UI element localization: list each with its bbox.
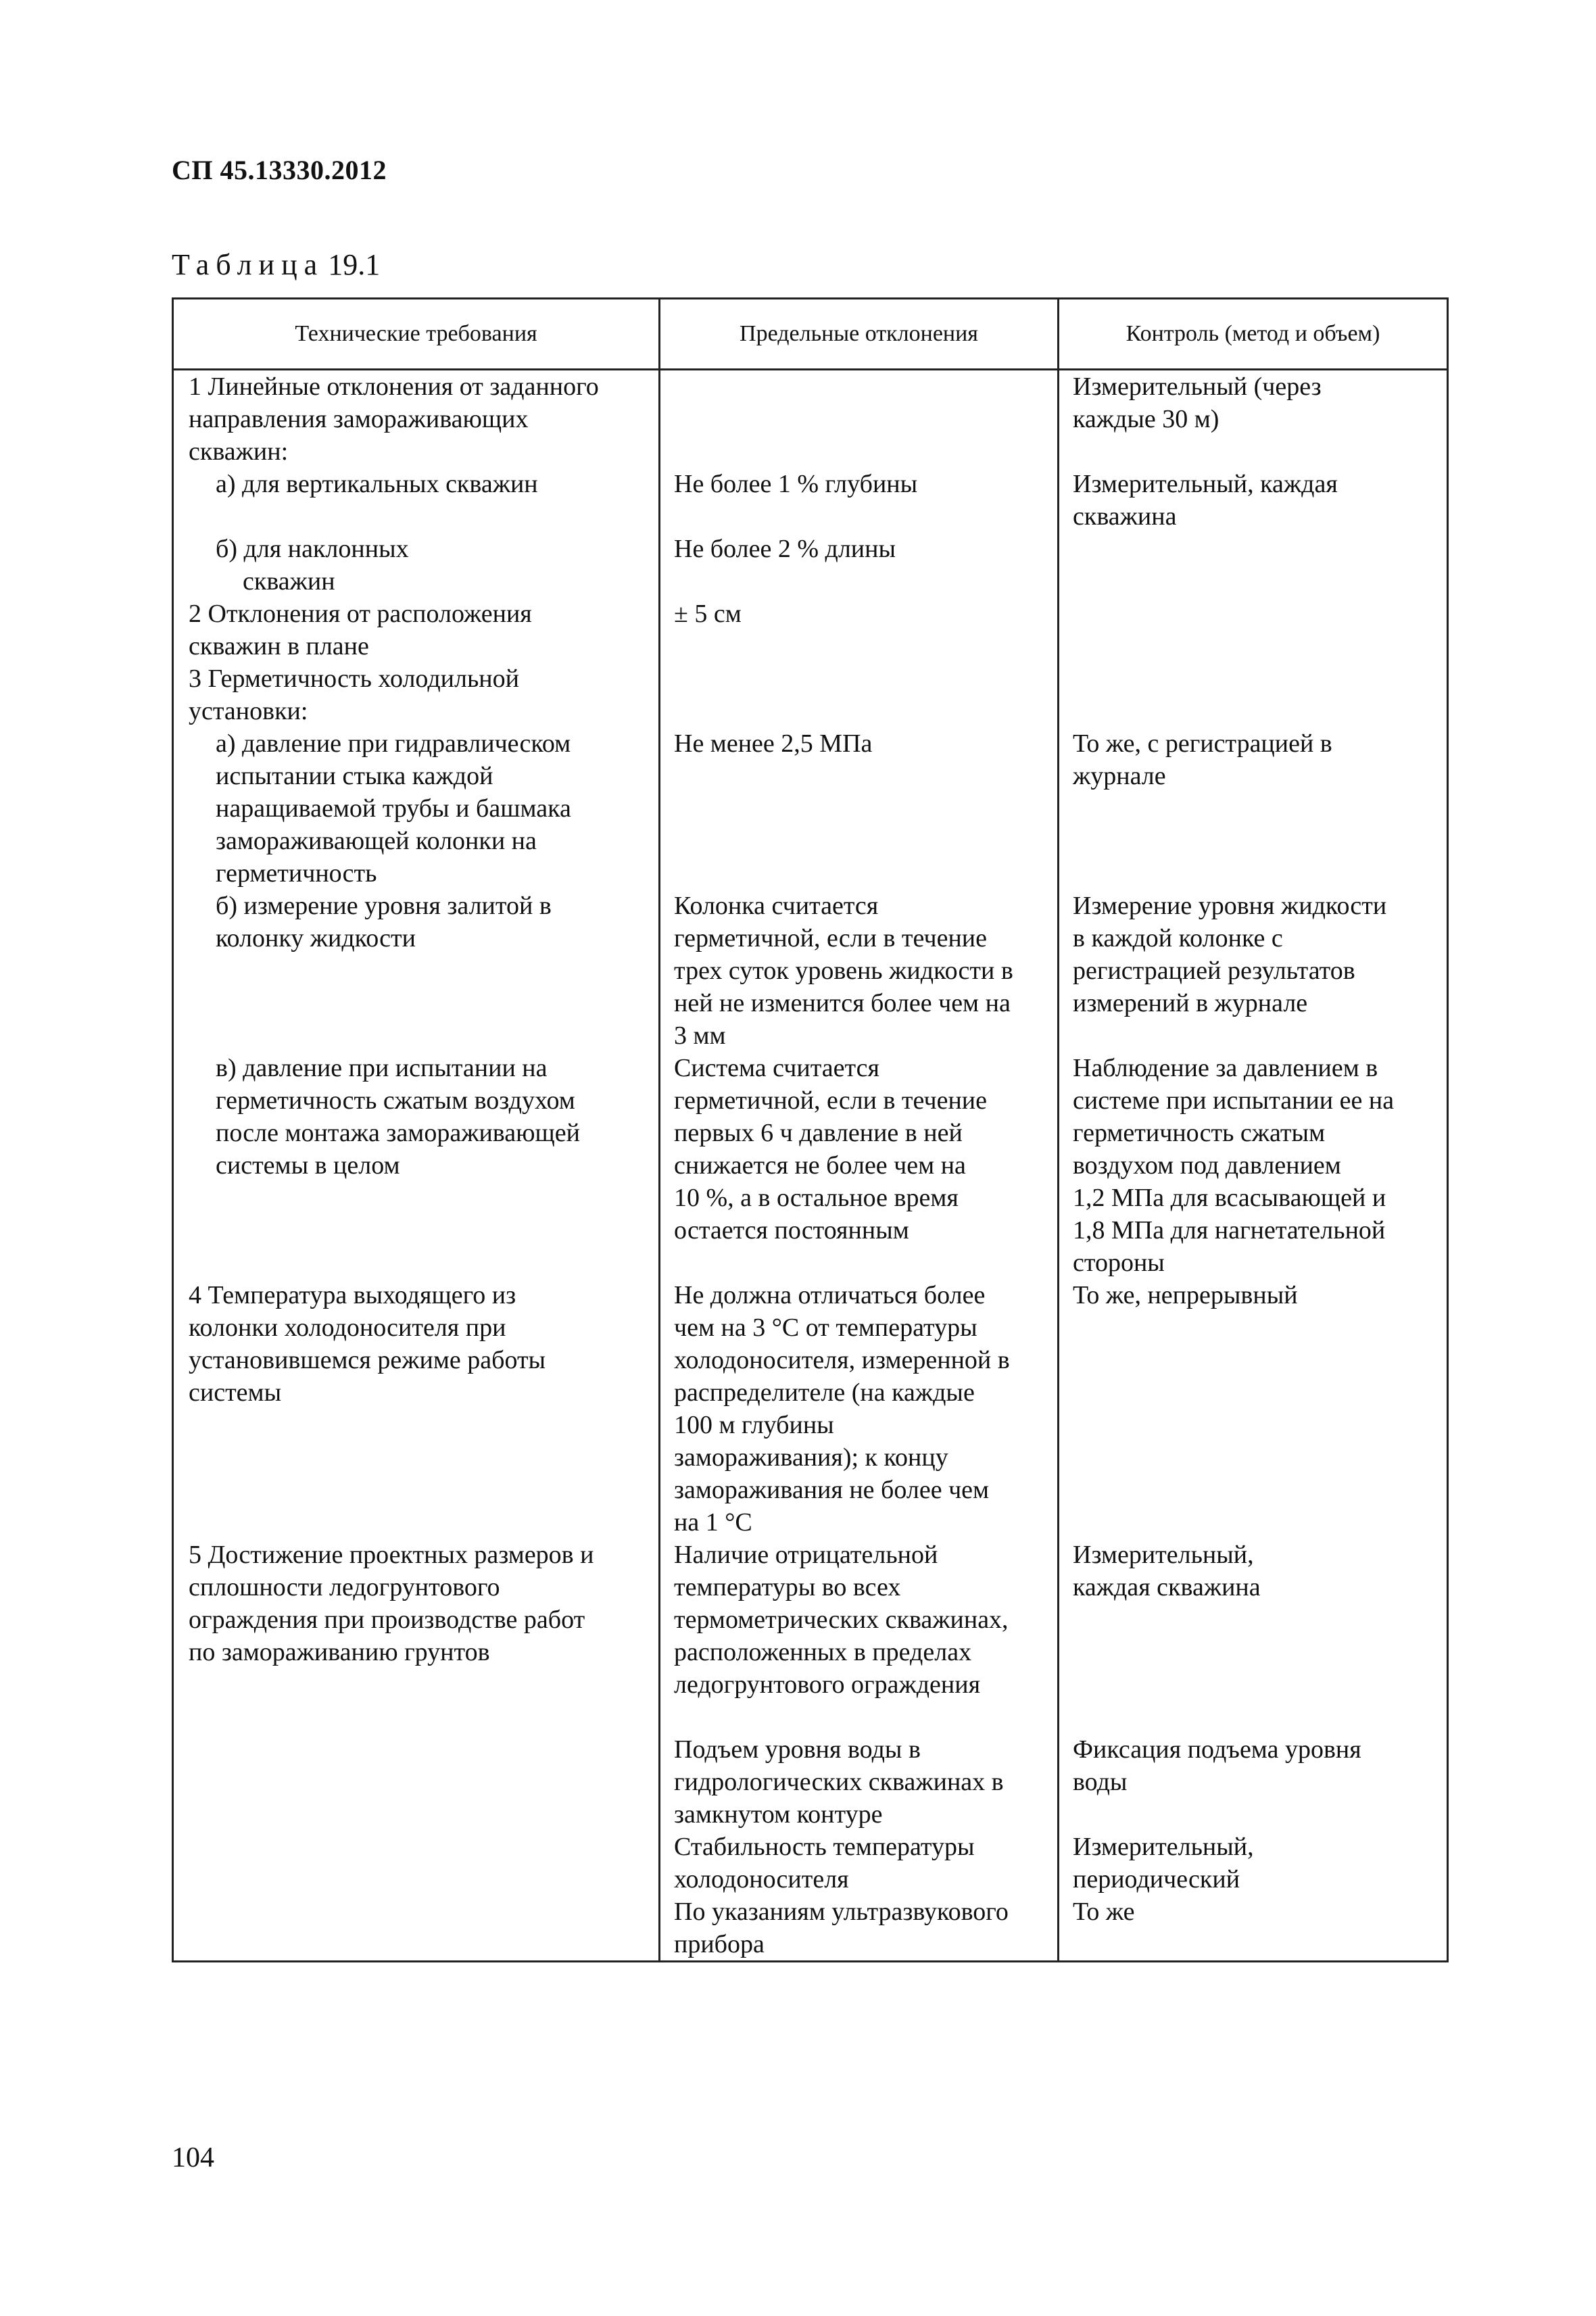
table-title-word: Таблица: [172, 248, 324, 281]
control-cell: [1059, 890, 1448, 1052]
cell-line: Измерение уровня жидкости: [1073, 892, 1387, 920]
requirement-cell: [173, 1052, 660, 1279]
control-cell: [1059, 370, 1448, 468]
cell-line: трех суток уровень жидкости в: [674, 957, 1013, 985]
cell-line: 3 мм: [674, 1021, 726, 1050]
table-header-row: [173, 299, 1448, 370]
deviation-cell: [660, 598, 1059, 662]
deviation-cell: [660, 1052, 1059, 1279]
cell-line: а) для вертикальных скважин: [216, 470, 538, 498]
requirement-cell: [173, 1279, 660, 1539]
requirement-cell: [173, 662, 660, 727]
requirement-cell: [173, 1539, 660, 1733]
cell-line: испытании стыка каждой: [216, 762, 493, 790]
cell-line: Не более 2 % длины: [674, 535, 896, 563]
cell-line: по замораживанию грунтов: [189, 1638, 490, 1666]
requirement-cell: [173, 533, 660, 598]
cell-line: регистрацией результатов: [1073, 957, 1355, 985]
cell-line: 1,8 МПа для нагнетательной: [1073, 1216, 1386, 1245]
deviation-cell: [660, 1831, 1059, 1896]
cell-line: после монтажа замораживающей: [216, 1119, 580, 1147]
cell-line: ± 5 см: [674, 600, 742, 628]
cell-line: сплошности ледогрунтового: [189, 1573, 500, 1601]
requirement-cell: [173, 727, 660, 890]
page-number: 104: [172, 2142, 214, 2173]
requirement-cell: [173, 468, 660, 533]
cell-line: Измерительный (через: [1073, 372, 1322, 401]
cell-line: замораживающей колонки на: [216, 827, 537, 855]
cell-line: герметичность: [216, 859, 377, 888]
control-cell: [1059, 1831, 1448, 1896]
deviation-cell: [660, 370, 1059, 468]
control-cell: [1059, 1539, 1448, 1733]
cell-line: Подъем уровня воды в: [674, 1735, 921, 1764]
cell-line: установки:: [189, 697, 308, 725]
cell-line: системы в целом: [216, 1151, 400, 1180]
cell-line: Измерительный, каждая: [1073, 470, 1338, 498]
requirement-cell: [173, 370, 660, 468]
table-row: [173, 533, 1448, 598]
cell-line: установившемся режиме работы: [189, 1346, 546, 1374]
deviation-cell: [660, 1279, 1059, 1539]
cell-line: на 1 °С: [674, 1508, 752, 1537]
cell-line: герметичной, если в течение: [674, 1086, 987, 1115]
cell-line: холодоносителя, измеренной в: [674, 1346, 1010, 1374]
cell-line: стороны: [1073, 1249, 1165, 1277]
cell-line: герметичность сжатым: [1073, 1119, 1326, 1147]
cell-line: холодоносителя: [674, 1865, 849, 1893]
cell-line: замораживания); к концу: [674, 1443, 948, 1472]
requirement-cell: [173, 598, 660, 662]
cell-line: ней не изменится более чем на: [674, 989, 1011, 1017]
requirements-table: [172, 297, 1449, 1962]
cell-line: То же: [1073, 1898, 1135, 1926]
deviation-cell: [660, 468, 1059, 533]
cell-line: Колонка считается: [674, 892, 879, 920]
header-control-method: Контроль (метод и объем): [1059, 299, 1448, 370]
table-row: [173, 598, 1448, 662]
cell-line: Не менее 2,5 МПа: [674, 729, 873, 758]
cell-line: скважина: [1073, 502, 1177, 531]
cell-line: Не должна отличаться более: [674, 1281, 986, 1309]
table-row: [173, 662, 1448, 727]
cell-line: периодический: [1073, 1865, 1240, 1893]
cell-line: герметичной, если в течение: [674, 924, 987, 952]
cell-line: распределителе (на каждые: [674, 1378, 975, 1407]
cell-line: б) для наклонных: [216, 535, 409, 563]
table-row: [173, 1733, 1448, 1831]
deviation-cell: [660, 1896, 1059, 1962]
cell-line: 2 Отклонения от расположения: [189, 600, 532, 628]
cell-line: первых 6 ч давление в ней: [674, 1119, 963, 1147]
requirement-cell: [173, 1831, 660, 1896]
cell-line: герметичность сжатым воздухом: [216, 1086, 575, 1115]
cell-line: ледогрунтового ограждения: [674, 1670, 981, 1699]
cell-line: воды: [1073, 1768, 1128, 1796]
table-row: [173, 370, 1448, 468]
deviation-cell: [660, 727, 1059, 890]
cell-line: 4 Температура выходящего из: [189, 1281, 516, 1309]
cell-line: скважин:: [189, 437, 289, 466]
cell-line: 3 Герметичность холодильной: [189, 665, 519, 693]
cell-line: То же, с регистрацией в: [1073, 729, 1332, 758]
cell-line: расположенных в пределах: [674, 1638, 972, 1666]
cell-line: в) давление при испытании на: [216, 1054, 548, 1082]
cell-line: 5 Достижение проектных размеров и: [189, 1541, 594, 1569]
table-row: [173, 1831, 1448, 1896]
cell-line: системе при испытании ее на: [1073, 1086, 1395, 1115]
cell-line: Наличие отрицательной: [674, 1541, 938, 1569]
cell-line: б) измерение уровня залитой в: [216, 892, 552, 920]
cell-line: колонку жидкости: [216, 924, 416, 952]
control-cell: [1059, 468, 1448, 533]
cell-line: Измерительный,: [1073, 1541, 1254, 1569]
table-row: [173, 1539, 1448, 1733]
control-cell: [1059, 598, 1448, 662]
table-row: [173, 1896, 1448, 1962]
cell-line: прибора: [674, 1930, 765, 1958]
requirement-cell: [173, 1896, 660, 1962]
deviation-cell: [660, 890, 1059, 1052]
control-cell: [1059, 727, 1448, 890]
cell-line: термометрических скважинах,: [674, 1606, 1009, 1634]
cell-line: замораживания не более чем: [674, 1476, 990, 1504]
cell-line: измерений в журнале: [1073, 989, 1308, 1017]
cell-line: чем на 3 °С от температуры: [674, 1313, 977, 1342]
cell-line: Фиксация подъема уровня: [1073, 1735, 1361, 1764]
document-code: СП 45.13330.2012: [172, 155, 387, 185]
deviation-cell: [660, 1733, 1059, 1831]
cell-line: колонки холодоносителя при: [189, 1313, 506, 1342]
cell-line: То же, непрерывный: [1073, 1281, 1298, 1309]
cell-line: воздухом под давлением: [1073, 1151, 1341, 1180]
table-row: [173, 468, 1448, 533]
header-technical-requirements: Технические требования: [173, 299, 660, 370]
requirement-cell: [173, 890, 660, 1052]
cell-line: каждая скважина: [1073, 1573, 1261, 1601]
cell-line: гидрологических скважинах в: [674, 1768, 1004, 1796]
cell-line: журнале: [1073, 762, 1166, 790]
table-row: [173, 727, 1448, 890]
deviation-cell: [660, 1539, 1059, 1733]
cell-line: остается постоянным: [674, 1216, 909, 1245]
cell-line: скважин в плане: [189, 632, 369, 660]
control-cell: [1059, 1896, 1448, 1962]
table-row: [173, 1052, 1448, 1279]
deviation-cell: [660, 533, 1059, 598]
cell-line: Стабильность температуры: [674, 1833, 975, 1861]
table-row: [173, 1279, 1448, 1539]
table-title-number: 19.1: [328, 248, 381, 281]
cell-line: температуры во всех: [674, 1573, 901, 1601]
control-cell: [1059, 1052, 1448, 1279]
table-title: [172, 247, 380, 282]
header-limit-deviations: Предельные отклонения: [660, 299, 1059, 370]
control-cell: [1059, 1733, 1448, 1831]
table-row: [173, 890, 1448, 1052]
cell-line: 1,2 МПа для всасывающей и: [1073, 1184, 1386, 1212]
cell-line: Система считается: [674, 1054, 879, 1082]
requirement-cell: [173, 1733, 660, 1831]
control-cell: [1059, 1279, 1448, 1539]
cell-line: Измерительный,: [1073, 1833, 1254, 1861]
cell-line: системы: [189, 1378, 282, 1407]
cell-line: каждые 30 м): [1073, 405, 1219, 433]
cell-line: ограждения при производстве работ: [189, 1606, 585, 1634]
cell-line: снижается не более чем на: [674, 1151, 966, 1180]
cell-line: в каждой колонке с: [1073, 924, 1283, 952]
cell-line: а) давление при гидравлическом: [216, 729, 571, 758]
cell-line: По указаниям ультразвукового: [674, 1898, 1009, 1926]
control-cell: [1059, 533, 1448, 598]
cell-line: скважин: [243, 567, 335, 596]
cell-line: 100 м глубины: [674, 1411, 834, 1439]
cell-line: 1 Линейные отклонения от заданного: [189, 372, 599, 401]
control-cell: [1059, 662, 1448, 727]
cell-line: направления замораживающих: [189, 405, 529, 433]
deviation-cell: [660, 662, 1059, 727]
cell-line: Наблюдение за давлением в: [1073, 1054, 1378, 1082]
cell-line: замкнутом контуре: [674, 1800, 883, 1829]
cell-line: 10 %, а в остальное время: [674, 1184, 959, 1212]
cell-line: Не более 1 % глубины: [674, 470, 918, 498]
cell-line: наращиваемой трубы и башмака: [216, 794, 571, 823]
